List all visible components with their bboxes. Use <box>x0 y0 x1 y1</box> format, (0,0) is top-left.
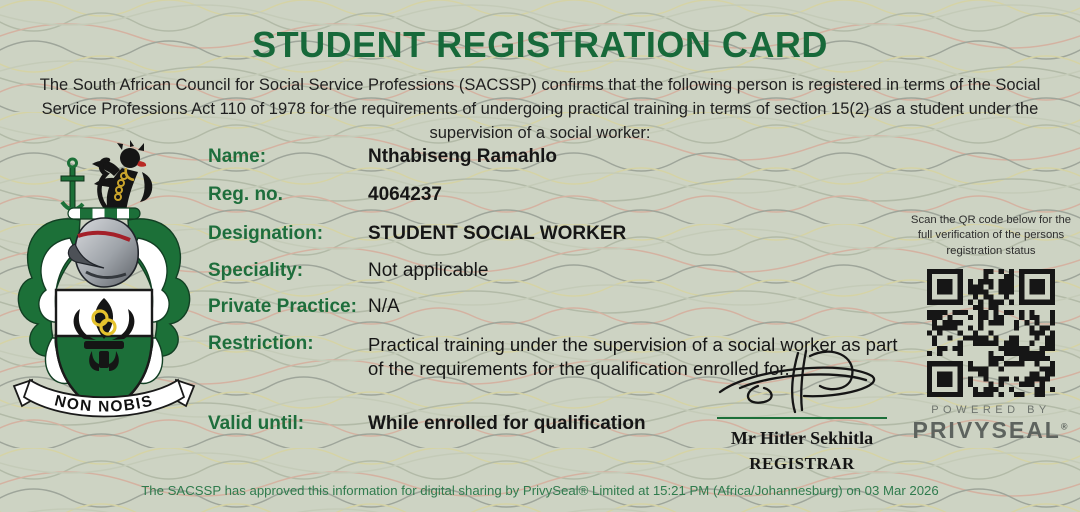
lion-crest <box>92 140 152 212</box>
privyseal-wordmark: PRIVYSEAL <box>912 416 1061 443</box>
field-label-restriction: Restriction: <box>208 333 314 354</box>
sacssp-coat-of-arms <box>8 140 200 430</box>
anchor-charge <box>61 159 84 210</box>
field-value-reg-no: 4064237 <box>368 184 442 205</box>
privyseal-logo <box>910 417 1072 444</box>
field-label-designation: Designation: <box>208 223 324 244</box>
field-label-reg-no: Reg. no. <box>208 184 283 205</box>
motto-text: NON NOBIS <box>52 392 156 416</box>
qr-instruction: Scan the QR code below for the full verification of the persons registration status <box>910 214 1072 257</box>
intro-text: The South African Council for Social Service Professions (SACSSP) confirms that the following person is registered in terms of the Social Service Professions Act 110 of 1978 for the requirements of undergoing practical training in terms of section 15(2) as a student under the supervision of a social worker: <box>39 76 1041 142</box>
registrar-name: Mr Hitler Sekhitla <box>730 428 874 448</box>
qr-code <box>927 269 1055 397</box>
field-value-private-practice: N/A <box>368 296 400 317</box>
signature-line <box>717 417 887 419</box>
qr-section <box>910 213 1072 444</box>
registrar-title: REGISTRAR <box>749 454 855 473</box>
field-value-speciality: Not applicable <box>368 260 489 281</box>
field-value-restriction: Practical training under the supervision of a social worker as part of the requirements for the qualification enrolled for. <box>368 334 898 380</box>
approval-footer: The SACSSP has approved this information for digital sharing by PrivySeal® Limited at 15:21 PM (Africa/Johannesburg) on 03 Mar 2026 <box>141 483 939 498</box>
signature-block <box>706 350 898 474</box>
field-label-speciality: Speciality: <box>208 260 304 281</box>
field-value-name: Nthabiseng Ramahlo <box>368 146 557 167</box>
registered-mark: ® <box>1060 421 1070 432</box>
field-label-name: Name: <box>208 146 267 167</box>
registrar-signature <box>712 350 892 416</box>
field-value-valid-until: While enrolled for qualification <box>368 413 646 434</box>
field-value-designation: STUDENT SOCIAL WORKER <box>368 223 627 244</box>
field-label-private-practice: Private Practice: <box>208 296 357 317</box>
page-title: STUDENT REGISTRATION CARD <box>252 24 828 65</box>
powered-by-label: POWERED BY <box>931 403 1051 416</box>
field-label-valid-until: Valid until: <box>208 413 305 434</box>
